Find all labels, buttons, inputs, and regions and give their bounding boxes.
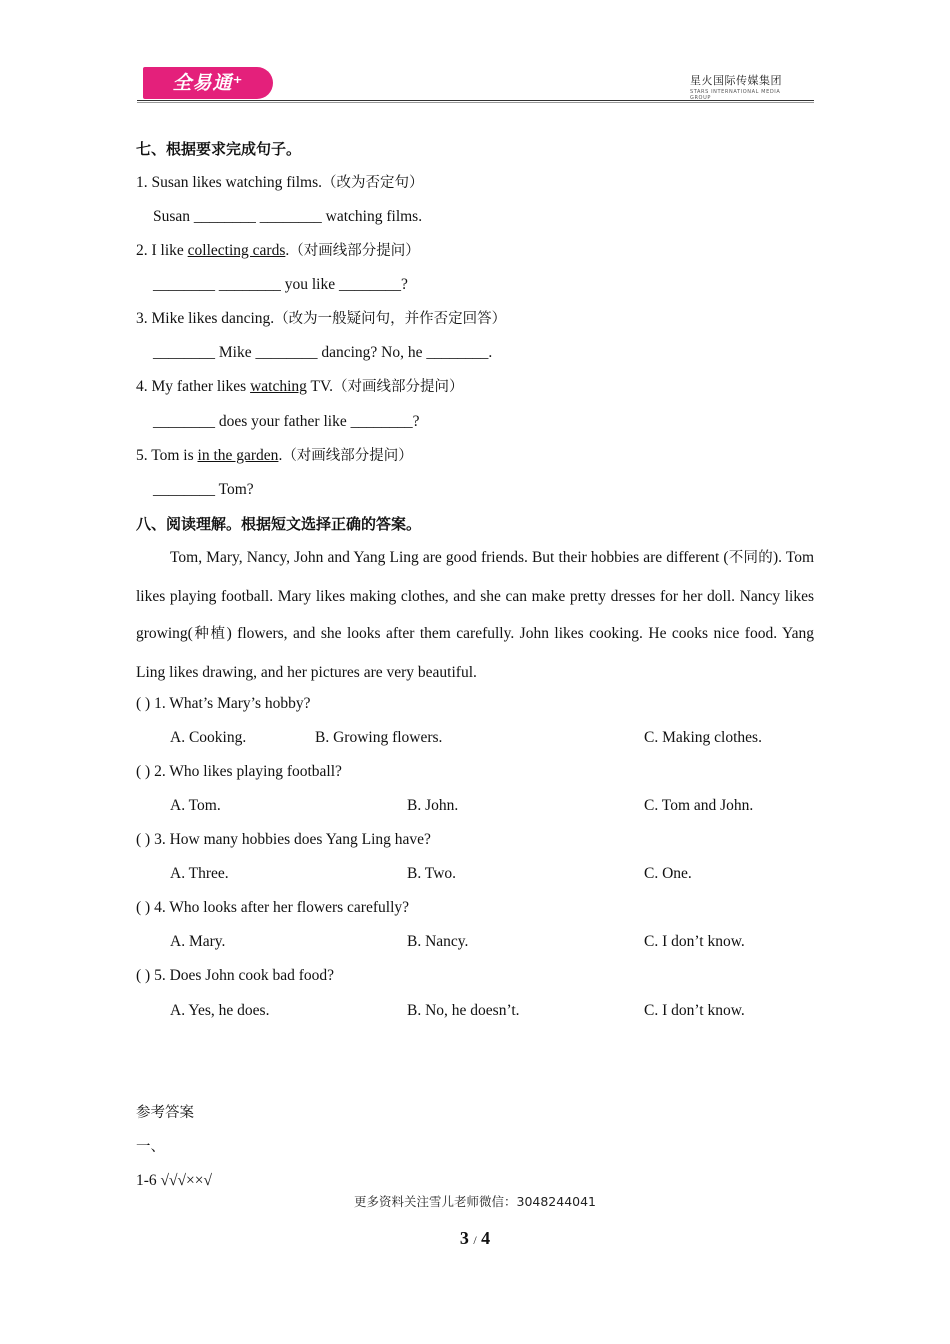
question-7-5: 5. Tom is in the garden.（对画线部分提问） <box>136 447 413 464</box>
question-7-1: 1. Susan likes watching films.（改为否定句） <box>136 174 424 191</box>
publisher-mark <box>690 72 790 101</box>
reading-passage: Tom, Mary, Nancy, John and Yang Ling are good friends. But their hobbies are different (不同的). Tom likes playing football. Mary likes making clothes, and she can make pretty dresses for her doll. Nancy likes growing(种植) flowers, and she looks after them carefully. John likes cooking. He cooks nice food. Yang Ling likes drawing, and her pictures are very beautiful. <box>136 549 815 681</box>
answer-key-section-1: 一、 <box>136 1139 165 1155</box>
answer-line-7-5: ________ Tom? <box>153 481 254 498</box>
option-8-2-a: A. Tom. <box>170 797 221 814</box>
option-8-3-c: C. One. <box>644 865 692 882</box>
header-rule <box>137 100 814 101</box>
option-8-4-b: B. Nancy. <box>407 933 469 950</box>
option-8-3-b: B. Two. <box>407 865 457 882</box>
header-rule-thin <box>137 102 814 103</box>
answer-line-7-3: ________ Mike ________ dancing? No, he ________. <box>153 344 493 361</box>
question-7-3: 3. Mike likes dancing.（改为一般疑问句，并作否定回答） <box>136 310 507 327</box>
answer-key-title: 参考答案 <box>136 1105 194 1121</box>
answer-line-7-4: ________ does your father like ________? <box>153 413 420 430</box>
question-8-5: ( ) 5. Does John cook bad food? <box>136 967 335 984</box>
page-number: 3 / 4 <box>459 1228 491 1248</box>
option-8-1-a: A. Cooking. <box>170 729 247 746</box>
brand-logo: 全易通⁺ <box>143 67 273 99</box>
option-8-4-c: C. I don’t know. <box>644 933 745 950</box>
option-8-1-b: B. Growing flowers. <box>315 729 443 746</box>
publisher-name-en: STARS INTERNATIONAL MEDIA GROUP <box>690 89 781 101</box>
answer-line-7-1: Susan ________ ________ watching films. <box>153 208 423 225</box>
option-8-5-b: B. No, he doesn’t. <box>407 1002 520 1019</box>
question-7-4: 4. My father likes watching TV.（对画线部分提问） <box>136 378 464 395</box>
answer-key-line-1: 1-6 √√√××√ <box>136 1172 213 1189</box>
option-8-2-b: B. John. <box>407 797 459 814</box>
question-8-4: ( ) 4. Who looks after her flowers carefully? <box>136 899 410 916</box>
footer-contact-note: 更多资料关注雪儿老师微信：3048244041 <box>353 1194 597 1209</box>
option-8-3-a: A. Three. <box>170 865 229 882</box>
question-8-3: ( ) 3. How many hobbies does Yang Ling have? <box>136 831 431 848</box>
option-8-5-a: A. Yes, he does. <box>170 1002 270 1019</box>
question-8-2: ( ) 2. Who likes playing football? <box>136 763 342 780</box>
option-8-2-c: C. Tom and John. <box>644 797 754 814</box>
question-7-2: 2. I like collecting cards.（对画线部分提问） <box>136 242 420 259</box>
option-8-1-c: C. Making clothes. <box>644 729 762 746</box>
section-7-title: 七、根据要求完成句子。 <box>136 140 302 158</box>
publisher-name-cn: 星火国际传媒集团 <box>690 74 782 87</box>
answer-line-7-2: ________ ________ you like ________? <box>153 276 408 293</box>
section-8-title: 八、阅读理解。根据短文选择正确的答案。 <box>136 515 422 533</box>
question-8-1: ( ) 1. What’s Mary’s hobby? <box>136 695 311 712</box>
option-8-5-c: C. I don’t know. <box>644 1002 745 1019</box>
option-8-4-a: A. Mary. <box>170 933 226 950</box>
